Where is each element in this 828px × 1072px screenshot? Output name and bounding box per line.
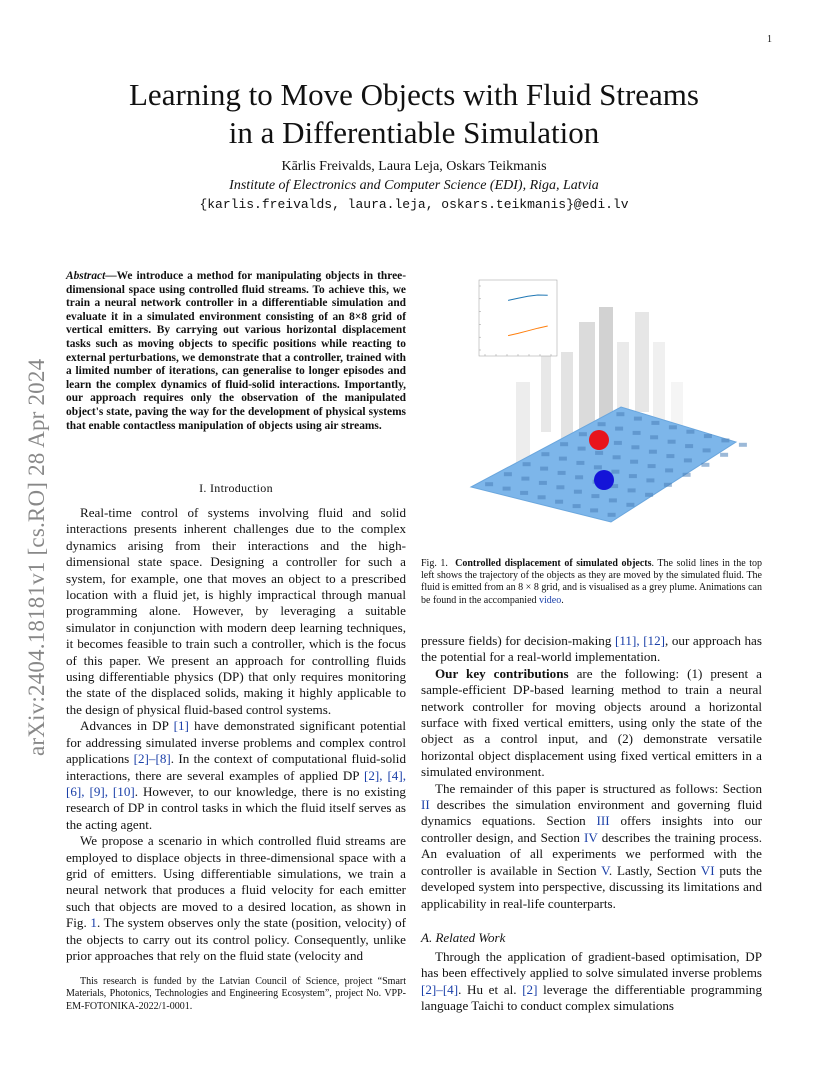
- emitter: [559, 457, 567, 461]
- emitter: [684, 458, 692, 462]
- citation-link[interactable]: [2]–[4]: [421, 981, 459, 997]
- emitter: [556, 485, 564, 489]
- emitter: [666, 454, 674, 458]
- emitter: [633, 431, 641, 435]
- abstract: [66, 270, 406, 433]
- emitter: [609, 498, 617, 502]
- caption-label: Fig. 1.: [421, 558, 448, 569]
- text-span: . Hu et al.: [458, 981, 523, 997]
- figure-link[interactable]: 1: [90, 915, 97, 931]
- citation-link[interactable]: [2]–[8]: [133, 751, 171, 767]
- emitter: [538, 495, 546, 499]
- emitter: [721, 438, 729, 442]
- contrib-bold: Our key contributions: [435, 665, 569, 681]
- paper-title: [60, 76, 768, 152]
- text-span: describes the training process. An evaluation of all experiments we performed with the controller is available in Section: [421, 829, 762, 878]
- emitter: [630, 460, 638, 464]
- emitter: [575, 475, 583, 479]
- emitter: [523, 462, 531, 466]
- emitter: [626, 503, 634, 507]
- emitter: [628, 488, 636, 492]
- emitter: [520, 491, 528, 495]
- emitter: [645, 493, 653, 497]
- figure-1: [421, 272, 762, 542]
- emitter: [739, 443, 747, 447]
- subsection-heading-related-work: A. Related Work: [421, 930, 506, 945]
- trajectory-chart: [479, 280, 557, 356]
- abstract-label: Abstract: [66, 270, 106, 282]
- text-span: have demonstrated significant potential for addressing simulated inverse problems and complex control applications: [66, 718, 406, 767]
- section-link[interactable]: II: [421, 797, 430, 813]
- citation-link[interactable]: [1]: [173, 718, 189, 734]
- section-heading-introduction: I. Introduction: [199, 481, 273, 495]
- section-link[interactable]: VI: [700, 862, 715, 878]
- title-line-1: Learning to Move Objects with Fluid Streams: [129, 77, 699, 112]
- emitter: [594, 465, 602, 469]
- emitter: [701, 463, 709, 467]
- emitter: [649, 450, 657, 454]
- emitter: [540, 467, 548, 471]
- emitter: [485, 482, 493, 486]
- citation-link[interactable]: [2]: [522, 981, 538, 997]
- emitter: [608, 513, 616, 517]
- emitter: [576, 461, 584, 465]
- emitter: [720, 453, 728, 457]
- emitter: [685, 444, 693, 448]
- abstract-text: —We introduce a method for manipulating objects in three-dimensional space using controlled fluid streams. To achieve this, we train a neural network controller in a differentiable simulation and evaluate it in a simulated environment consisting of an 8×8 grid of vertical emitters. By carrying out various horizontal displacement tasks such as moving objects to specific positions while reacting to external perturbations, we demonstrate that a controller, trained with a limited number of iterations, can generalise to longer episodes and learn the complex dynamics of fluid-solid interactions. Importantly, our approach requires only the observation of the manipulated object's state, paving the way for the development of physical systems that enable contactless manipulation of objects using air streams.: [66, 270, 406, 432]
- emitter: [613, 455, 621, 459]
- text-span: , our approach has the potential for a real-world implementation.: [421, 633, 762, 665]
- emitter: [598, 422, 606, 426]
- emitter: [664, 483, 672, 487]
- text-span: describes the simulation environment and governing fluid dynamics equations. Section: [421, 797, 762, 829]
- emitter: [614, 441, 622, 445]
- related-work-body: [421, 949, 762, 1015]
- citation-link[interactable]: [11], [12]: [615, 633, 666, 648]
- emitter: [590, 508, 598, 512]
- caption-text: . The solid lines in the top left shows the trajectory of the objects as they are moved by the simulated fluid. The fluid is emitted from an 8 × 8 grid, and is visualised as a grey plume. Animations can be found in the accompanied: [421, 558, 763, 606]
- text-span: puts the developed system into perspective, discussing its limitations and applicability in real-life counterparts.: [421, 862, 762, 911]
- chart-frame: [479, 280, 557, 356]
- footnote: This research is funded by the Latvian Council of Science, project “Smart Materials, Photonics, Technologies and Engineering Ecosystem”, project No. VPP-EM-FOTONIKA-2022/1-0001.: [66, 976, 406, 1012]
- citation-link[interactable]: [2], [4], [6], [9], [10]: [66, 767, 406, 799]
- emitter: [504, 472, 512, 476]
- emitter: [521, 477, 529, 481]
- emitter: [578, 447, 586, 451]
- text-span: . In the context of computational fluid-solid interactions, there are several examples of applied DP: [66, 751, 406, 783]
- text-span: offers insights into our controller design, and Section: [421, 813, 763, 845]
- emitter: [616, 412, 624, 416]
- caption-end: .: [561, 594, 564, 606]
- emitter: [704, 434, 712, 438]
- title-line-2: in a Differentiable Simulation: [228, 115, 600, 150]
- emitter: [539, 481, 547, 485]
- arxiv-stamp: arXiv:2404.18181v1 [cs.RO] 28 Apr 2024: [24, 358, 49, 756]
- emitter: [541, 452, 549, 456]
- emails: {karlis.freivalds, laura.leja, oskars.teikmanis}@edi.lv: [199, 197, 629, 212]
- emitter: [574, 490, 582, 494]
- emitter: [591, 494, 599, 498]
- text-span: . Lastly, Section: [608, 862, 701, 878]
- text-span: We propose a scenario in which controlled fluid streams are employed to displace objects in three-dimensional space with a grid of emitters. Using differentiable simulations, we train a neural network that produces a fluid velocity for each emitter such that objects are moved to a desired location, as shown in Fig.: [66, 833, 406, 931]
- intro-body: [66, 505, 406, 964]
- text-span: The remainder of this paper is structured as follows: Section: [435, 780, 762, 796]
- emitter: [595, 451, 603, 455]
- emitter: [686, 430, 694, 434]
- text-span: are the following: (1) present a sample-efficient DP-based learning method to train a neural network controller for moving objects around a horizontal surface with fixed vertical emitters, using only the state of the object as a control input, and (2) demonstrate versatile horizontal object displacement using fixed vertical emitters in a simulated environment.: [421, 665, 762, 780]
- emitter: [631, 445, 639, 449]
- text-span: leverage the differentiable programming language Taichi to conduct complex simulations: [421, 981, 762, 1014]
- figure-caption: [421, 558, 762, 607]
- remainder-paragraph: [421, 781, 762, 912]
- text-span: Advances in DP: [80, 718, 174, 734]
- emitter: [669, 425, 677, 429]
- section-link[interactable]: IV: [583, 829, 598, 845]
- emitter: [651, 421, 659, 425]
- intro-paragraph-2: [66, 718, 406, 833]
- text-span: pressure fields) for decision-making: [421, 633, 615, 648]
- emitter: [629, 474, 637, 478]
- text-span: . However, to our knowledge, there is no existing research of DP in control tasks in which the fluid itself serves as the acting agent.: [66, 783, 406, 832]
- emitter: [646, 478, 654, 482]
- intro-paragraph-1: Real-time control of systems involving fluid and solid interactions presents inherent challenges due to the complex dynamics arising from their interactions and the high-dimensional state space. Designing a controller for such a system, for example, one that moves an object to a prescribed location with a fluid jet, is highly impractical through manual programming alone. However, by leveraging a suitable simulator in conjunction with modern deep learning techniques, it becomes feasible to train such a controller, which is the focus of this paper. We present an approach for controlling fluids using differentiable physics (DP) that only requires monitoring the state of the displaced solids, making it highly applicable to the design of physical fluid-based control systems.: [66, 505, 406, 717]
- emitter: [503, 487, 511, 491]
- red-ball: [589, 430, 609, 450]
- emitter: [611, 470, 619, 474]
- contributions-paragraph: [421, 666, 762, 781]
- emitter: [560, 442, 568, 446]
- emitter: [615, 427, 623, 431]
- text-span: . The system observes only the state (position, velocity) of the objects to carry out its control policy. Consequently, unlike prior approaches that rely on the fluid state (velocity and: [66, 915, 406, 963]
- emitter: [648, 464, 656, 468]
- related-work-paragraph: [421, 949, 762, 1015]
- affiliation: Institute of Electronics and Computer Science (EDI), Riga, Latvia: [229, 178, 599, 193]
- emitter: [555, 500, 563, 504]
- emitter: [683, 473, 691, 477]
- video-link[interactable]: video: [539, 594, 562, 606]
- authors: Kārlis Freivalds, Laura Leja, Oskars Teikmanis: [281, 159, 547, 174]
- emitter: [665, 468, 673, 472]
- text-span: Through the application of gradient-based optimisation, DP has been effectively applied to solve simulated inverse problems: [421, 949, 762, 981]
- emitter: [558, 471, 566, 475]
- caption-bold: Controlled displacement of simulated objects: [455, 558, 652, 569]
- right-body: [421, 633, 762, 912]
- emitter: [573, 504, 581, 508]
- section-link[interactable]: V: [601, 862, 609, 878]
- intro-paragraph-3: [66, 833, 406, 964]
- emitter: [579, 432, 587, 436]
- page-number: 1: [767, 34, 772, 45]
- emitter: [634, 417, 642, 421]
- emitter: [668, 440, 676, 444]
- emitter: [650, 435, 658, 439]
- blue-ball: [594, 470, 614, 490]
- right-paragraph-1: [421, 633, 762, 666]
- emitter: [703, 448, 711, 452]
- section-link[interactable]: III: [596, 813, 610, 829]
